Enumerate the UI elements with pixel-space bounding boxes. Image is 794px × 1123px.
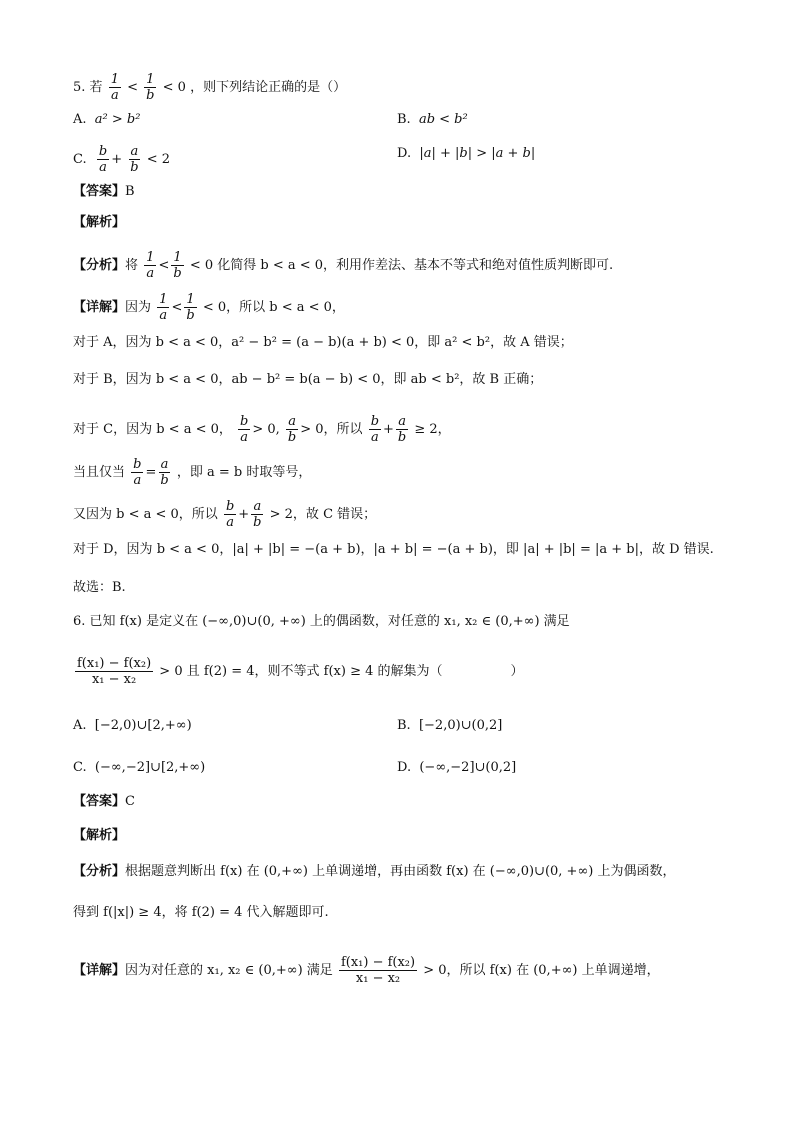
q6-option-d: D. (−∞,−2]∪(0,2]: [397, 760, 517, 775]
q5-line-c: 对于 C，因为 b < a < 0， $\frac{b}{a}$ > 0, $\frac{a}{b}$ > 0，所以 $\frac{b}{a}$ + $\frac{a}{b}$ ≥ 2，: [73, 414, 451, 445]
q5-option-d: D. |a| + |b| > |a + b|: [397, 146, 536, 161]
q6-stem-line1: 6. 已知 f(x) 是定义在 (−∞,0)∪(0, +∞) 上的偶函数，对任意的 x₁, x₂ ∈ (0,+∞) 满足: [73, 614, 570, 629]
q5-option-a: A. a² > b²: [73, 112, 141, 127]
q5-line-d: 对于 D，因为 b < a < 0，|a| + |b| = −(a + b)，|a + b| = −(a + b)，即 |a| + |b| = |a + b|，故 D 错误.: [73, 542, 714, 557]
q6-stem-line2: $\frac{\text{f(x₁) − f(x₂)}}{\text{x₁ − x₂}}$ > 0 且 f(2) = 4，则不等式 f(x) ≥ 4 的解集为（ ）: [77, 656, 524, 687]
q5-xiangjie: 【详解】因为 $\frac{1}{a}$ < $\frac{1}{b}$ < 0，所以 b < a < 0，: [73, 292, 345, 323]
q6-answer: 【答案】C: [73, 794, 135, 809]
q5-answer: 【答案】B: [73, 184, 135, 199]
q5-final: 故选：B.: [73, 580, 126, 595]
q5-equality: 当且仅当 $\frac{b}{a}$ = $\frac{a}{b}$ ，即 a = b 时取等号，: [73, 457, 312, 488]
q5-fenxi: 【分析】将 $\frac{1}{a}$ < $\frac{1}{b}$ < 0 化简得 b < a < 0，利用作差法、基本不等式和绝对值性质判断即可.: [73, 250, 614, 281]
q5-option-b: B. ab < b²: [397, 112, 468, 127]
q5-line-b: 对于 B，因为 b < a < 0，ab − b² = b(a − b) < 0，即 ab < b²，故 B 正确；: [73, 372, 543, 387]
q5-again: 又因为 b < a < 0，所以 $\frac{b}{a}$ + $\frac{a}{b}$ > 2，故 C 错误；: [73, 499, 377, 530]
fraction-1-over-a: $\frac{1}{a}$: [110, 72, 119, 103]
q6-xiangjie: 【详解】因为对任意的 x₁, x₂ ∈ (0,+∞) 满足 $\frac{\text{f(x₁) − f(x₂)}}{\text{x₁ − x₂}}$ > 0，所以 f(x) 在 (0,+∞) 上单调递增，: [73, 955, 660, 986]
fraction-1-over-b: $\frac{1}{b}$: [146, 72, 155, 103]
q6-option-a: A. [−2,0)∪[2,+∞): [73, 718, 192, 733]
q5-stem: 5. 若 $\frac{1}{a}$ < $\frac{1}{b}$ < 0 ，则下列结论正确的是（）: [73, 72, 347, 103]
q5-line-a: 对于 A，因为 b < a < 0，a² − b² = (a − b)(a + b) < 0，即 a² < b²，故 A 错误；: [73, 335, 573, 350]
q5-jiexi: 【解析】: [73, 215, 126, 230]
stem-prefix: 若: [89, 80, 103, 95]
q6-option-c: C. (−∞,−2]∪[2,+∞): [73, 760, 206, 775]
q6-option-b: B. [−2,0)∪(0,2]: [397, 718, 503, 733]
q6-fenxi-2: 得到 f(|x|) ≥ 4，将 f(2) = 4 代入解题即可.: [73, 905, 329, 920]
q6-fenxi: 【分析】根据题意判断出 f(x) 在 (0,+∞) 上单调递增，再由函数 f(x) 在 (−∞,0)∪(0, +∞) 上为偶函数，: [73, 864, 676, 879]
q6-jiexi: 【解析】: [73, 828, 126, 843]
question-number: 5.: [73, 80, 86, 95]
q5-option-c: C. $\frac{b}{a}$ + $\frac{a}{b}$ < 2: [73, 144, 171, 175]
